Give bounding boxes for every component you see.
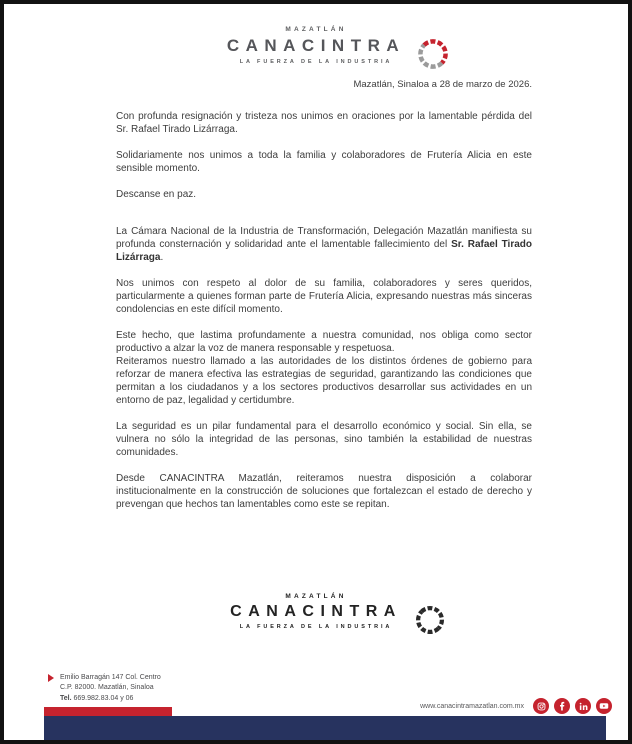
deceased-name-bold: Sr. Rafael Tirado Lizárraga — [116, 239, 532, 263]
letter-body — [116, 79, 532, 511]
paragraph-1: Con profunda resignación y tristeza nos unimos en oraciones por la lamentable pérdida del Sr. Rafael Tirado Lizárraga. — [116, 111, 532, 135]
footer-brand-name: CANACINTRA — [230, 603, 402, 620]
footer-brand-tagline: LA FUERZA DE LA INDUSTRIA — [239, 624, 393, 630]
canacintra-footer-logo-block — [230, 593, 402, 630]
paragraph-6a: Este hecho, que lastima profundamente a nuestra comunidad, nos obliga como sector productivo a alzar la voz de manera responsable y respetuosa. — [116, 330, 532, 354]
phone-line — [60, 694, 161, 705]
address-arrow-icon — [48, 674, 54, 682]
paragraph-4-period: . — [160, 252, 164, 263]
paragraph-3: Descanse en paz. — [116, 189, 197, 200]
footer — [4, 593, 628, 630]
web-social-row — [420, 698, 612, 714]
address-line-2: C.P. 82000. Mazatlán, Sinaloa — [60, 684, 154, 691]
footer-brand-region-label: MAZATLÁN — [285, 593, 347, 600]
red-accent-bar — [44, 707, 172, 716]
youtube-icon[interactable] — [596, 698, 612, 714]
paragraph-4 — [116, 225, 532, 264]
phone-number: 669.982.83.04 y 06 — [71, 694, 134, 702]
address-line-1: Emilio Barragán 147 Col. Centro — [60, 673, 161, 681]
header — [4, 4, 628, 65]
brand-name: CANACINTRA — [226, 36, 406, 55]
website-link[interactable]: www.canacintramazatlan.com.mx — [420, 702, 524, 710]
paragraph-2: Solidariamente nos unimos a toda la familia y colaboradores de Frutería Alicia en este sensible momento. — [116, 150, 532, 174]
facebook-icon[interactable] — [554, 698, 570, 714]
canacintra-emblem-dark-icon — [412, 603, 448, 639]
paragraph-8: Desde CANACINTRA Mazatlán, reiteramos nuestra disposición a colaborar institucionalmente en la construcción de soluciones que fortalezcan el estado de derecho y prevengan que hechos tan lamentables como este se repitan. — [116, 473, 532, 510]
instagram-icon[interactable] — [533, 698, 549, 714]
paragraph-6b: Reiteramos nuestro llamado a las autoridades de los distintos órdenes de gobierno para reforzar de manera efectiva las estrategias de seguridad, garantizando las condiciones que permitan a los ciudadanos y a los sectores productivos desarrollar sus actividades en un entorno de paz, legalidad y certidumbre. — [116, 356, 532, 406]
paragraph-5: Nos unimos con respeto al dolor de su familia, colaboradores y seres queridos, particularmente a quienes forman parte de Frutería Alicia, expresando nuestras más sinceras condolencias en este difícil momento. — [116, 278, 532, 315]
linkedin-icon[interactable] — [575, 698, 591, 714]
brand-tagline: LA FUERZA DE LA INDUSTRIA — [239, 59, 393, 65]
phone-label: Tel. — [60, 694, 72, 702]
paragraph-7: La seguridad es un pilar fundamental para el desarrollo económico y social. Sin ella, se vulnera no sólo la integridad de las personas, sino también la estabilidad de nuestras comunidades. — [116, 421, 532, 458]
canacintra-emblem-icon — [415, 36, 451, 72]
navy-footer-bar — [44, 716, 606, 740]
paragraph-4-text: La Cámara Nacional de la Industria de Transformación, Delegación Mazatlán manifiesta su profunda consternación y solidaridad ante el lamentable fallecimiento del — [116, 226, 532, 250]
brand-region-label: MAZATLÁN — [285, 26, 347, 33]
address-block — [60, 673, 161, 705]
canacintra-header-logo-block — [227, 26, 405, 65]
date-line: Mazatlán, Sinaloa a 28 de marzo de 2026. — [353, 79, 532, 90]
